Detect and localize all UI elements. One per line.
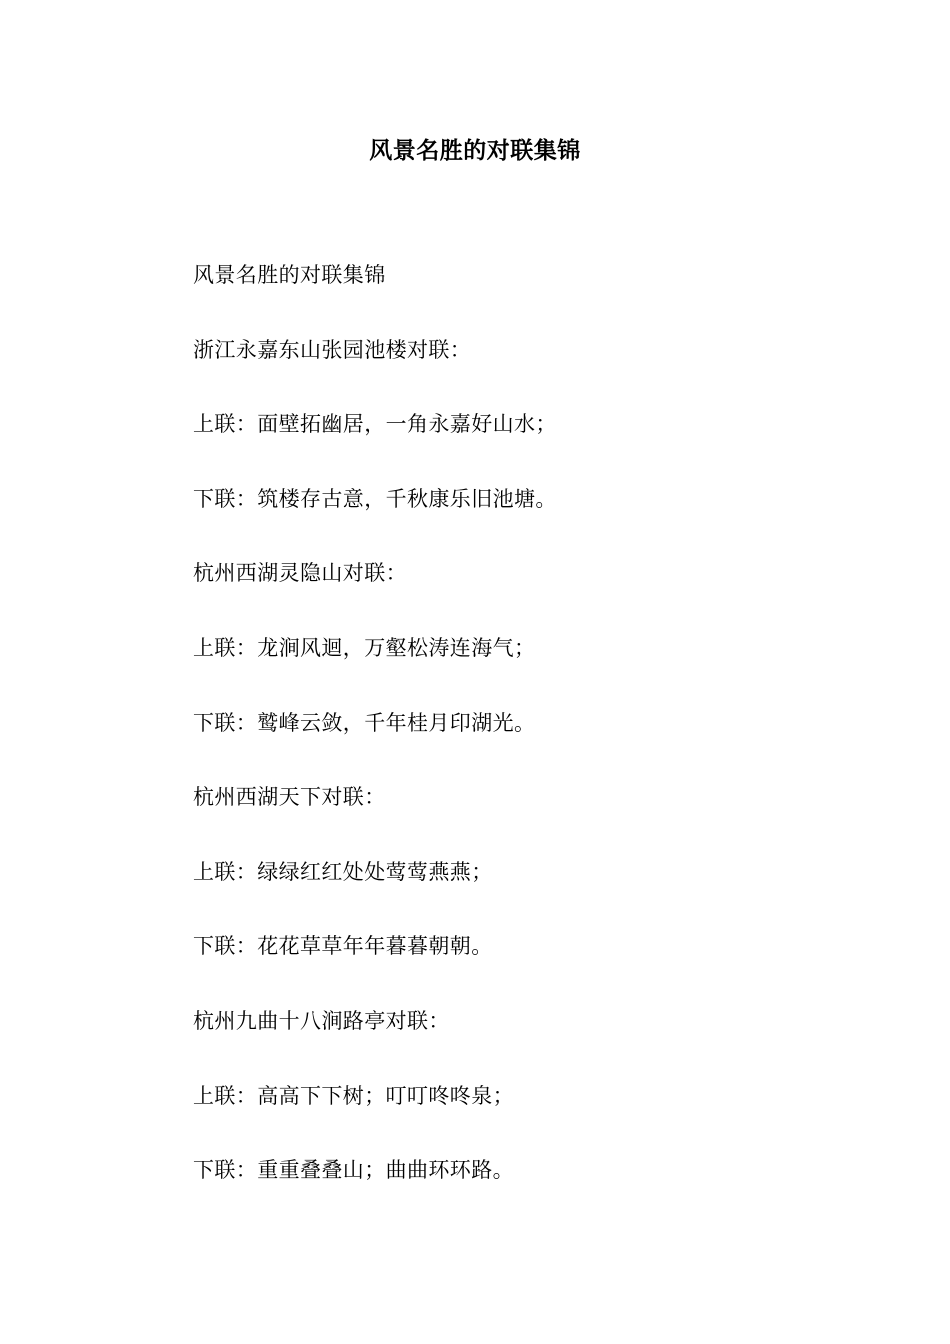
paragraph-lower-couplet: 下联：重重叠叠山；曲曲环环路。 xyxy=(193,1158,514,1183)
paragraph-upper-couplet: 上联：龙涧风迴，万壑松涛连海气； xyxy=(193,635,536,660)
document-body xyxy=(193,256,793,1226)
paragraph-location: 杭州西湖灵隐山对联： xyxy=(193,561,407,586)
paragraph-upper-couplet: 上联：绿绿红红处处莺莺燕燕； xyxy=(193,859,493,884)
paragraph-lower-couplet: 下联：筑楼存古意，千秋康乐旧池塘。 xyxy=(193,486,557,511)
paragraph-upper-couplet: 上联：面壁拓幽居，一角永嘉好山水； xyxy=(193,412,557,437)
paragraph-lower-couplet: 下联：花花草草年年暮暮朝朝。 xyxy=(193,934,493,959)
paragraph-location: 浙江永嘉东山张园池楼对联： xyxy=(193,337,472,362)
paragraph-lower-couplet: 下联：鹫峰云敛，千年桂月印湖光。 xyxy=(193,710,536,735)
paragraph-upper-couplet: 上联：高高下下树；叮叮咚咚泉； xyxy=(193,1083,514,1108)
paragraph-location: 杭州西湖天下对联： xyxy=(193,785,386,810)
paragraph-heading: 风景名胜的对联集锦 xyxy=(193,263,386,287)
document-title: 风景名胜的对联集锦 xyxy=(369,137,581,164)
paragraph-location: 杭州九曲十八涧路亭对联： xyxy=(193,1008,450,1033)
